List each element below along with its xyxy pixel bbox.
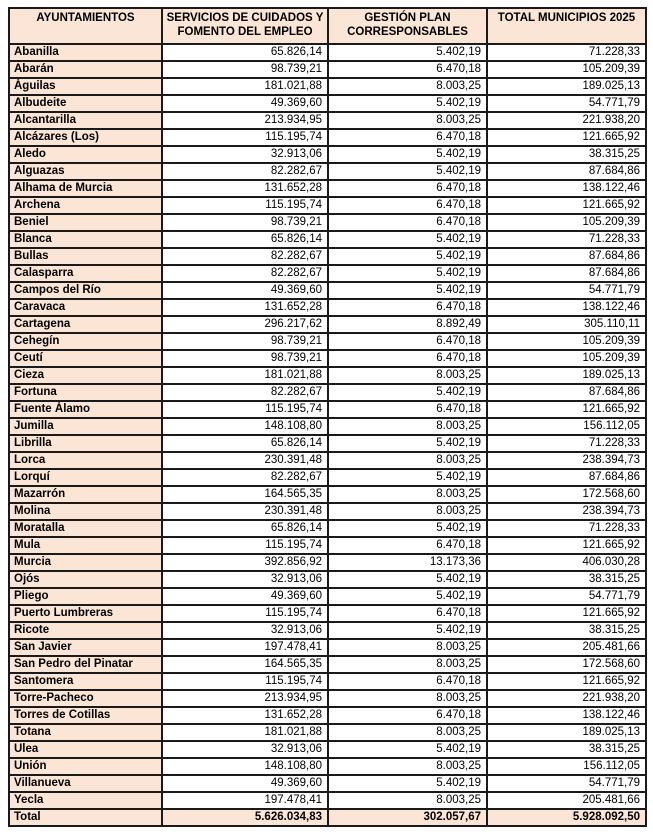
gestion-plan-value: 6.470,18 xyxy=(328,299,487,316)
header-row xyxy=(9,8,646,44)
gestion-plan-value: 5.402,19 xyxy=(328,520,487,537)
gestion-plan-value: 6.470,18 xyxy=(328,537,487,554)
total-2025-value: 38.315,25 xyxy=(487,571,646,588)
col-header-gestion-plan: GESTIÓN PLAN CORRESPONSABLES xyxy=(328,8,487,44)
table-row xyxy=(9,95,646,112)
municipality-name: San Pedro del Pinatar xyxy=(9,656,162,673)
servicios-cuidados-value: 213.934,95 xyxy=(162,112,328,129)
total-2025-value: 5.928.092,50 xyxy=(487,809,646,826)
gestion-plan-value: 6.470,18 xyxy=(328,401,487,418)
municipality-name: Mazarrón xyxy=(9,486,162,503)
servicios-cuidados-value: 115.195,74 xyxy=(162,401,328,418)
total-row xyxy=(9,809,646,826)
total-2025-value: 221.938,20 xyxy=(487,112,646,129)
gestion-plan-value: 5.402,19 xyxy=(328,146,487,163)
gestion-plan-value: 6.470,18 xyxy=(328,333,487,350)
total-2025-value: 54.771,79 xyxy=(487,588,646,605)
municipality-name: Yecla xyxy=(9,792,162,809)
servicios-cuidados-value: 131.652,28 xyxy=(162,299,328,316)
municipality-name: Beniel xyxy=(9,214,162,231)
municipality-name: Alcantarilla xyxy=(9,112,162,129)
municipality-name: Ceutí xyxy=(9,350,162,367)
gestion-plan-value: 5.402,19 xyxy=(328,588,487,605)
municipality-name: Totana xyxy=(9,724,162,741)
gestion-plan-value: 6.470,18 xyxy=(328,129,487,146)
gestion-plan-value: 6.470,18 xyxy=(328,61,487,78)
table-row xyxy=(9,163,646,180)
municipality-name: Albudeite xyxy=(9,95,162,112)
total-2025-value: 205.481,66 xyxy=(487,639,646,656)
servicios-cuidados-value: 197.478,41 xyxy=(162,639,328,656)
table-row xyxy=(9,435,646,452)
servicios-cuidados-value: 32.913,06 xyxy=(162,146,328,163)
gestion-plan-value: 8.003,25 xyxy=(328,690,487,707)
total-2025-value: 87.684,86 xyxy=(487,163,646,180)
table-row xyxy=(9,44,646,61)
total-2025-value: 105.209,39 xyxy=(487,333,646,350)
servicios-cuidados-value: 32.913,06 xyxy=(162,571,328,588)
municipality-name: Ricote xyxy=(9,622,162,639)
table-row xyxy=(9,401,646,418)
servicios-cuidados-value: 49.369,60 xyxy=(162,775,328,792)
servicios-cuidados-value: 98.739,21 xyxy=(162,61,328,78)
municipality-name: Abanilla xyxy=(9,44,162,61)
total-2025-value: 221.938,20 xyxy=(487,690,646,707)
total-2025-value: 54.771,79 xyxy=(487,95,646,112)
gestion-plan-value: 6.470,18 xyxy=(328,197,487,214)
table-row xyxy=(9,588,646,605)
table-row xyxy=(9,520,646,537)
gestion-plan-value: 8.003,25 xyxy=(328,367,487,384)
gestion-plan-value: 8.003,25 xyxy=(328,112,487,129)
table-row xyxy=(9,775,646,792)
servicios-cuidados-value: 65.826,14 xyxy=(162,520,328,537)
table-row xyxy=(9,384,646,401)
municipal-funding-table xyxy=(8,7,647,827)
gestion-plan-value: 5.402,19 xyxy=(328,248,487,265)
table-row xyxy=(9,214,646,231)
servicios-cuidados-value: 82.282,67 xyxy=(162,248,328,265)
total-2025-value: 121.665,92 xyxy=(487,401,646,418)
total-label: Total xyxy=(9,809,162,826)
total-2025-value: 172.568,60 xyxy=(487,486,646,503)
gestion-plan-value: 8.003,25 xyxy=(328,724,487,741)
table-row xyxy=(9,707,646,724)
municipality-name: Cieza xyxy=(9,367,162,384)
servicios-cuidados-value: 65.826,14 xyxy=(162,435,328,452)
gestion-plan-value: 6.470,18 xyxy=(328,673,487,690)
total-2025-value: 238.394,73 xyxy=(487,503,646,520)
municipality-name: Alhama de Murcia xyxy=(9,180,162,197)
gestion-plan-value: 13.173,36 xyxy=(328,554,487,571)
col-header-total-municipios: TOTAL MUNICIPIOS 2025 xyxy=(487,8,646,44)
servicios-cuidados-value: 148.108,80 xyxy=(162,758,328,775)
servicios-cuidados-value: 49.369,60 xyxy=(162,95,328,112)
table-row xyxy=(9,656,646,673)
total-2025-value: 189.025,13 xyxy=(487,367,646,384)
servicios-cuidados-value: 98.739,21 xyxy=(162,214,328,231)
gestion-plan-value: 8.003,25 xyxy=(328,418,487,435)
municipality-name: Alcázares (Los) xyxy=(9,129,162,146)
gestion-plan-value: 6.470,18 xyxy=(328,350,487,367)
servicios-cuidados-value: 5.626.034,83 xyxy=(162,809,328,826)
table-row xyxy=(9,486,646,503)
gestion-plan-value: 5.402,19 xyxy=(328,44,487,61)
municipality-name: Jumilla xyxy=(9,418,162,435)
total-2025-value: 138.122,46 xyxy=(487,299,646,316)
total-2025-value: 54.771,79 xyxy=(487,282,646,299)
municipality-name: Santomera xyxy=(9,673,162,690)
servicios-cuidados-value: 197.478,41 xyxy=(162,792,328,809)
gestion-plan-value: 5.402,19 xyxy=(328,775,487,792)
municipality-name: Fortuna xyxy=(9,384,162,401)
table-row xyxy=(9,469,646,486)
gestion-plan-value: 8.003,25 xyxy=(328,78,487,95)
total-2025-value: 156.112,05 xyxy=(487,758,646,775)
municipality-name: Aledo xyxy=(9,146,162,163)
municipality-name: Alguazas xyxy=(9,163,162,180)
table-row xyxy=(9,452,646,469)
total-2025-value: 105.209,39 xyxy=(487,214,646,231)
table-row xyxy=(9,112,646,129)
servicios-cuidados-value: 115.195,74 xyxy=(162,605,328,622)
servicios-cuidados-value: 82.282,67 xyxy=(162,265,328,282)
total-2025-value: 121.665,92 xyxy=(487,129,646,146)
municipality-name: Fuente Álamo xyxy=(9,401,162,418)
total-2025-value: 121.665,92 xyxy=(487,605,646,622)
total-2025-value: 71.228,33 xyxy=(487,44,646,61)
municipality-name: Lorquí xyxy=(9,469,162,486)
gestion-plan-value: 5.402,19 xyxy=(328,95,487,112)
table-row xyxy=(9,333,646,350)
total-2025-value: 105.209,39 xyxy=(487,61,646,78)
table-row xyxy=(9,724,646,741)
municipality-name: Abarán xyxy=(9,61,162,78)
municipality-name: Mula xyxy=(9,537,162,554)
gestion-plan-value: 8.003,25 xyxy=(328,486,487,503)
total-2025-value: 156.112,05 xyxy=(487,418,646,435)
municipality-name: Villanueva xyxy=(9,775,162,792)
gestion-plan-value: 302.057,67 xyxy=(328,809,487,826)
total-2025-value: 172.568,60 xyxy=(487,656,646,673)
gestion-plan-value: 5.402,19 xyxy=(328,163,487,180)
municipality-name: Blanca xyxy=(9,231,162,248)
servicios-cuidados-value: 82.282,67 xyxy=(162,163,328,180)
total-2025-value: 406.030,28 xyxy=(487,554,646,571)
servicios-cuidados-value: 32.913,06 xyxy=(162,622,328,639)
total-2025-value: 87.684,86 xyxy=(487,384,646,401)
total-2025-value: 71.228,33 xyxy=(487,231,646,248)
table-row xyxy=(9,61,646,78)
total-2025-value: 38.315,25 xyxy=(487,146,646,163)
table-row xyxy=(9,571,646,588)
total-2025-value: 71.228,33 xyxy=(487,435,646,452)
gestion-plan-value: 5.402,19 xyxy=(328,571,487,588)
municipality-name: Lorca xyxy=(9,452,162,469)
municipality-name: Moratalla xyxy=(9,520,162,537)
gestion-plan-value: 8.003,25 xyxy=(328,452,487,469)
table-row xyxy=(9,554,646,571)
servicios-cuidados-value: 49.369,60 xyxy=(162,588,328,605)
total-2025-value: 189.025,13 xyxy=(487,724,646,741)
table-row xyxy=(9,673,646,690)
total-2025-value: 121.665,92 xyxy=(487,197,646,214)
municipality-name: Pliego xyxy=(9,588,162,605)
gestion-plan-value: 6.470,18 xyxy=(328,605,487,622)
table-row xyxy=(9,282,646,299)
gestion-plan-value: 5.402,19 xyxy=(328,741,487,758)
table-row xyxy=(9,78,646,95)
gestion-plan-value: 8.003,25 xyxy=(328,639,487,656)
municipality-name: Ulea xyxy=(9,741,162,758)
municipality-name: Librilla xyxy=(9,435,162,452)
total-2025-value: 87.684,86 xyxy=(487,469,646,486)
gestion-plan-value: 8.003,25 xyxy=(328,503,487,520)
table-row xyxy=(9,690,646,707)
table-row xyxy=(9,537,646,554)
servicios-cuidados-value: 164.565,35 xyxy=(162,486,328,503)
servicios-cuidados-value: 82.282,67 xyxy=(162,384,328,401)
servicios-cuidados-value: 115.195,74 xyxy=(162,197,328,214)
total-2025-value: 138.122,46 xyxy=(487,707,646,724)
table-row xyxy=(9,503,646,520)
gestion-plan-value: 6.470,18 xyxy=(328,180,487,197)
table-body xyxy=(9,44,646,826)
col-header-servicios-cuidados: SERVICIOS DE CUIDADOS Y FOMENTO DEL EMPLEO xyxy=(162,8,328,44)
table-row xyxy=(9,758,646,775)
table-row xyxy=(9,248,646,265)
municipality-name: Campos del Río xyxy=(9,282,162,299)
gestion-plan-value: 6.470,18 xyxy=(328,707,487,724)
municipality-name: Calasparra xyxy=(9,265,162,282)
municipality-name: Murcia xyxy=(9,554,162,571)
total-2025-value: 71.228,33 xyxy=(487,520,646,537)
table-row xyxy=(9,367,646,384)
servicios-cuidados-value: 32.913,06 xyxy=(162,741,328,758)
total-2025-value: 138.122,46 xyxy=(487,180,646,197)
gestion-plan-value: 8.892,49 xyxy=(328,316,487,333)
municipality-name: Unión xyxy=(9,758,162,775)
total-2025-value: 38.315,25 xyxy=(487,622,646,639)
servicios-cuidados-value: 115.195,74 xyxy=(162,673,328,690)
table-row xyxy=(9,265,646,282)
gestion-plan-value: 5.402,19 xyxy=(328,282,487,299)
municipality-name: Torre-Pacheco xyxy=(9,690,162,707)
servicios-cuidados-value: 148.108,80 xyxy=(162,418,328,435)
total-2025-value: 205.481,66 xyxy=(487,792,646,809)
servicios-cuidados-value: 98.739,21 xyxy=(162,333,328,350)
gestion-plan-value: 6.470,18 xyxy=(328,214,487,231)
table-row xyxy=(9,231,646,248)
municipality-name: Cartagena xyxy=(9,316,162,333)
servicios-cuidados-value: 49.369,60 xyxy=(162,282,328,299)
table-row xyxy=(9,316,646,333)
servicios-cuidados-value: 65.826,14 xyxy=(162,231,328,248)
table-row xyxy=(9,129,646,146)
servicios-cuidados-value: 98.739,21 xyxy=(162,350,328,367)
table-row xyxy=(9,792,646,809)
total-2025-value: 54.771,79 xyxy=(487,775,646,792)
col-header-ayuntamientos: AYUNTAMIENTOS xyxy=(9,8,162,44)
municipality-name: Molina xyxy=(9,503,162,520)
servicios-cuidados-value: 65.826,14 xyxy=(162,44,328,61)
table-row xyxy=(9,350,646,367)
gestion-plan-value: 5.402,19 xyxy=(328,469,487,486)
gestion-plan-value: 8.003,25 xyxy=(328,758,487,775)
servicios-cuidados-value: 230.391,48 xyxy=(162,503,328,520)
municipality-name: Cehegín xyxy=(9,333,162,350)
municipality-name: Archena xyxy=(9,197,162,214)
table-row xyxy=(9,146,646,163)
servicios-cuidados-value: 392.856,92 xyxy=(162,554,328,571)
municipality-name: Bullas xyxy=(9,248,162,265)
table-row xyxy=(9,418,646,435)
gestion-plan-value: 8.003,25 xyxy=(328,656,487,673)
gestion-plan-value: 5.402,19 xyxy=(328,622,487,639)
servicios-cuidados-value: 82.282,67 xyxy=(162,469,328,486)
total-2025-value: 189.025,13 xyxy=(487,78,646,95)
servicios-cuidados-value: 230.391,48 xyxy=(162,452,328,469)
servicios-cuidados-value: 181.021,88 xyxy=(162,367,328,384)
table-row xyxy=(9,197,646,214)
table-row xyxy=(9,741,646,758)
servicios-cuidados-value: 164.565,35 xyxy=(162,656,328,673)
servicios-cuidados-value: 213.934,95 xyxy=(162,690,328,707)
total-2025-value: 121.665,92 xyxy=(487,673,646,690)
total-2025-value: 238.394,73 xyxy=(487,452,646,469)
gestion-plan-value: 5.402,19 xyxy=(328,384,487,401)
gestion-plan-value: 5.402,19 xyxy=(328,231,487,248)
total-2025-value: 105.209,39 xyxy=(487,350,646,367)
servicios-cuidados-value: 115.195,74 xyxy=(162,537,328,554)
total-2025-value: 87.684,86 xyxy=(487,248,646,265)
gestion-plan-value: 5.402,19 xyxy=(328,435,487,452)
total-2025-value: 87.684,86 xyxy=(487,265,646,282)
gestion-plan-value: 8.003,25 xyxy=(328,792,487,809)
total-2025-value: 305.110,11 xyxy=(487,316,646,333)
table-row xyxy=(9,299,646,316)
municipality-name: Torres de Cotillas xyxy=(9,707,162,724)
table-row xyxy=(9,605,646,622)
servicios-cuidados-value: 131.652,28 xyxy=(162,180,328,197)
municipality-name: Caravaca xyxy=(9,299,162,316)
servicios-cuidados-value: 115.195,74 xyxy=(162,129,328,146)
servicios-cuidados-value: 131.652,28 xyxy=(162,707,328,724)
municipality-name: Puerto Lumbreras xyxy=(9,605,162,622)
servicios-cuidados-value: 181.021,88 xyxy=(162,724,328,741)
municipality-name: San Javier xyxy=(9,639,162,656)
total-2025-value: 38.315,25 xyxy=(487,741,646,758)
table-row xyxy=(9,639,646,656)
table-header xyxy=(9,8,646,44)
servicios-cuidados-value: 296.217,62 xyxy=(162,316,328,333)
municipality-name: Águilas xyxy=(9,78,162,95)
municipality-name: Ojós xyxy=(9,571,162,588)
table-row xyxy=(9,180,646,197)
table-row xyxy=(9,622,646,639)
total-2025-value: 121.665,92 xyxy=(487,537,646,554)
servicios-cuidados-value: 181.021,88 xyxy=(162,78,328,95)
gestion-plan-value: 5.402,19 xyxy=(328,265,487,282)
